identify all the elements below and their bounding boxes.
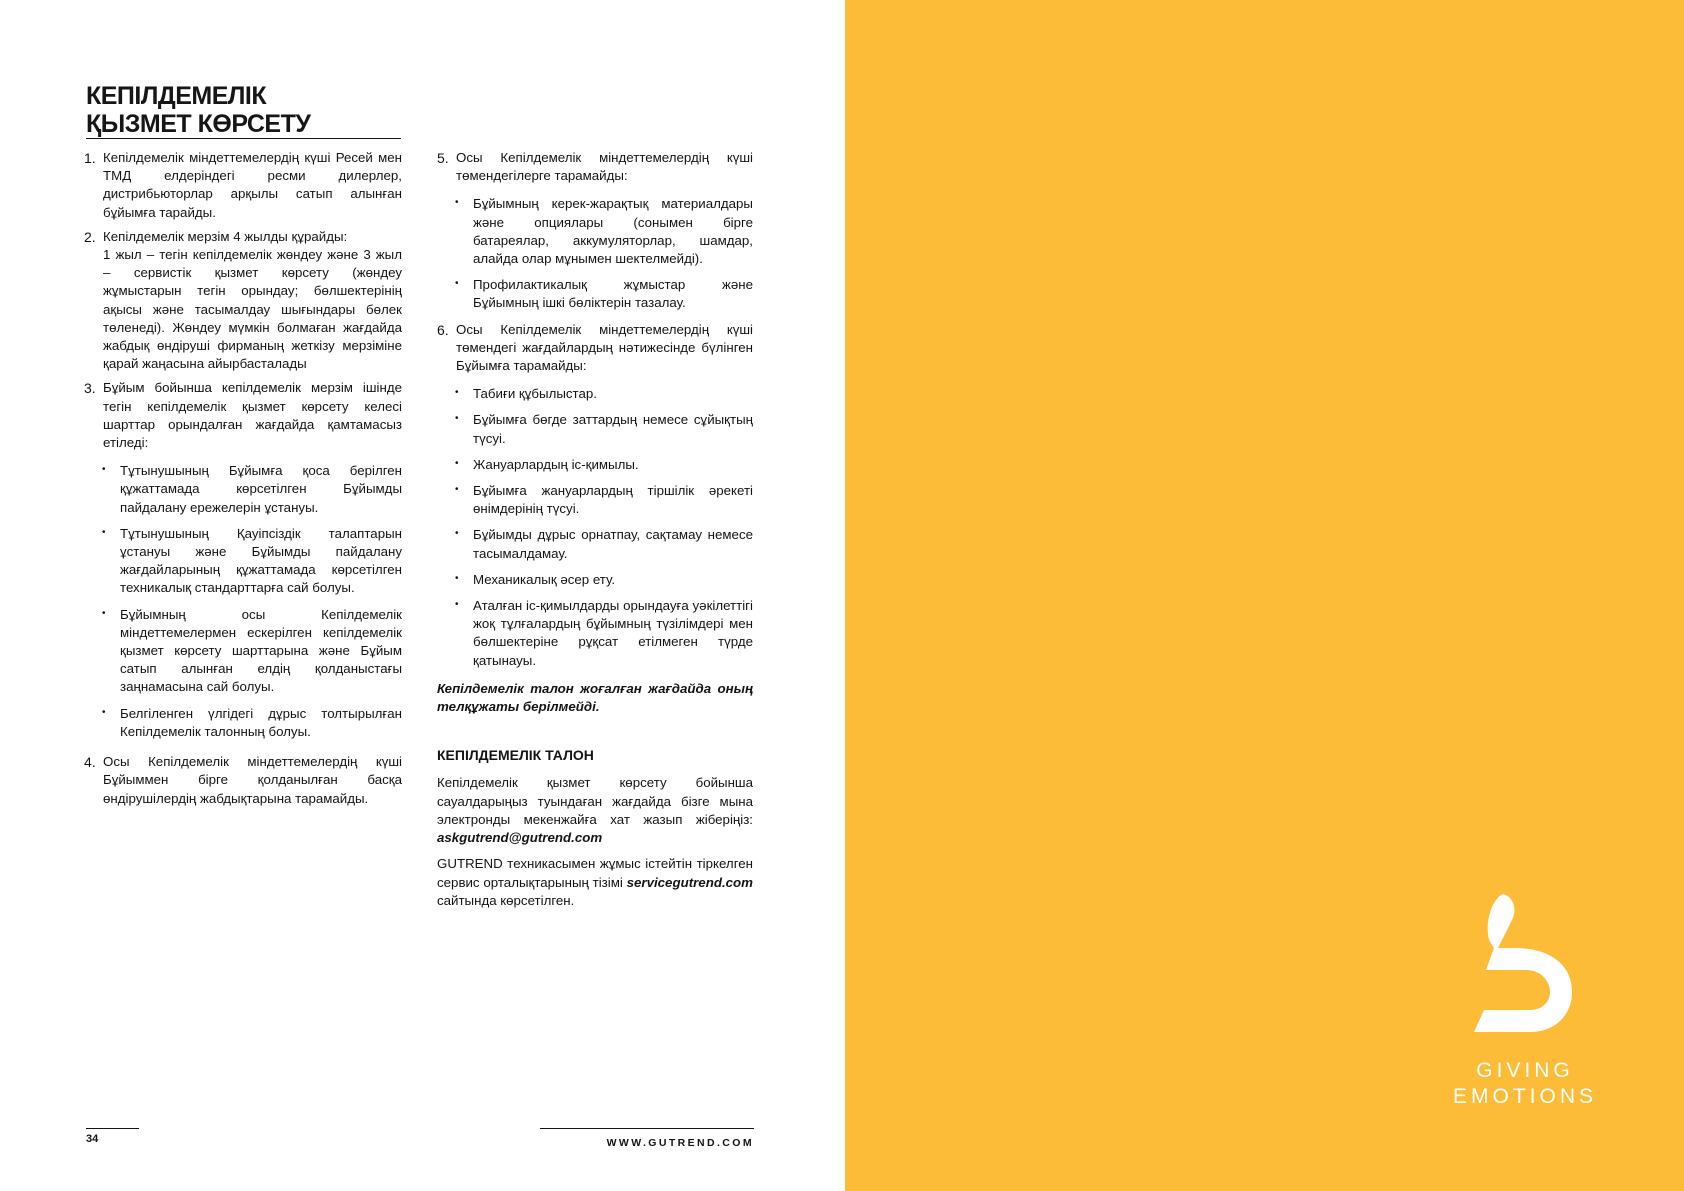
item-number: 5. (437, 150, 449, 166)
bullet-item: • Механикалық әсер ету. (455, 571, 753, 589)
title-divider (86, 138, 401, 139)
tagline-line-2: EMOTIONS (1452, 1085, 1597, 1108)
bullet-icon: • (455, 278, 459, 290)
bullet-item: • Профилактикалық жұмыстар және Бұйымның ішкі бөліктерін тазалау. (455, 276, 753, 312)
bullet-item: • Бұйымға бөгде заттардың немесе сұйықтың түсуі. (455, 411, 753, 447)
item-text: Кепілдемелік міндеттемелердің күші Ресей мен ТМД елдеріндегі ресми дилерлер, дистрибьюторлар арқылы сатып алынған бұйымға тарайды. (103, 150, 402, 220)
list-item-2 (84, 228, 402, 374)
item-text: Бұйым бойынша кепілдемелік мерзім ішінде тегін кепілдемелік қызмет көрсету келесі шарттар орындалған жағдайда қамтамасыз етіледі: (103, 380, 402, 451)
service-site-link[interactable]: servicegutrend.com (626, 874, 753, 890)
bullet-icon: • (455, 599, 459, 611)
item-text: 1 жыл – тегін кепілдемелік жөндеу және 3 жыл – сервистік қызмет көрсету (жөндеу жұмыстарын тегін орындау; бөлшектерінің ақысы және тасымалдау шығындары бөлек төленеді). Жөндеу мүмкін болмаған жағдайда жабдық өндіруші фирманың жеткізу мерзіміне қарай жаңасына айырбасталады (103, 247, 402, 372)
bullet-item: • Тұтынушының Қауіпсіздік талаптарын ұстануы және Бұйымды пайдалану жағдайларының құжаттамада көрсетілген техникалық стандарттарға сай болуы. (102, 525, 402, 598)
title-line-2: ҚЫЗМЕТ КӨРСЕТУ (86, 110, 311, 138)
email-link[interactable]: askgutrend@gutrend.com (437, 830, 603, 846)
gutrend-logo-icon (1470, 890, 1580, 1040)
service-paragraph: GUTREND техникасымен жұмыс істейтін тіркелген сервис орталықтарының тізімі servicegutrend.com сайтында көрсетілген. (437, 856, 753, 908)
bullet-icon: • (455, 572, 459, 584)
title-line-1: КЕПІЛДЕМЕЛІК (86, 82, 267, 110)
lost-coupon-note: Кепілдемелік талон жоғалған жағдайда оның телқұжаты берілмейді. (437, 680, 753, 715)
item-number: 1. (84, 150, 96, 166)
tagline-line-1: GIVING (1476, 1059, 1574, 1082)
bullet-item: • Белгіленген үлгідегі дұрыс толтырылған Кепілдемелік талонның болуы. (102, 705, 402, 741)
bullet-item: • Жануарлардың іс-қимылы. (455, 456, 753, 474)
bullet-icon: • (102, 706, 106, 718)
bullet-icon: • (455, 197, 459, 209)
bullet-icon: • (455, 457, 459, 469)
bullet-icon: • (455, 413, 459, 425)
item-text: Осы Кепілдемелік міндеттемелердің күші төмендегі жағдайлардың нәтижесінде бүлінген Бұйымға тарамайды: (456, 321, 753, 374)
bullet-item: • Бұйымға жануарлардың тіршілік әрекеті өнімдерінің түсуі. (455, 482, 753, 518)
bullet-list (455, 385, 753, 670)
item-number: 4. (84, 754, 96, 771)
right-column (437, 149, 753, 918)
item-number: 6. (437, 321, 449, 338)
left-column (84, 149, 402, 814)
item-number: 3. (84, 380, 96, 397)
bullet-icon: • (102, 464, 106, 476)
page-title (86, 82, 401, 138)
bullet-item: • Тұтынушының Бұйымға қоса берілген құжаттамада көрсетілген Бұйымды пайдалану ережелерін ұстануы. (102, 462, 402, 517)
bullet-icon: • (455, 387, 459, 399)
bullet-list (455, 195, 753, 312)
item-text: Осы Кепілдемелік міндеттемелердің күші Бұйыммен бірге қолданылған басқа өндірушілердің жабдықтарына тарамайды. (103, 754, 402, 806)
item-text: Осы Кепілдемелік міндеттемелердің күші төмендегілерге тарамайды: (456, 150, 753, 184)
list-item-4 (84, 753, 402, 808)
bullet-item: • Бұйымның осы Кепілдемелік міндеттемелермен ескерілген кепілдемелік қызмет көрсету шарттарына және Бұйым сатып алынған елдің қолданыстағы заңнамасына сай болуы. (102, 606, 402, 697)
bullet-item: • Табиғи құбылыстар. (455, 385, 753, 403)
bullet-item: • Бұйымды дұрыс орнатпау, сақтамау немесе тасымалдамау. (455, 526, 753, 562)
bullet-icon: • (102, 607, 106, 619)
list-item-5 (437, 149, 753, 185)
list-item-1 (84, 149, 402, 222)
section-title: КЕПІЛДЕМЕЛІК ТАЛОН (437, 747, 594, 764)
page-number: 34 (86, 1128, 139, 1145)
list-item-3 (84, 379, 402, 452)
bullet-item: • Аталған іс-қимылдарды орындауға уәкілеттігі жоқ тұлғалардың бұйымның түзілімдері мен бөлшектеріне рұқсат етілмеген түрде қатынауы. (455, 597, 753, 670)
bullet-item: • Бұйымның керек-жарақтық материалдары және опциялары (сонымен бірге батареялар, аккумуляторлар, шамдар, алайда олар мұнымен шектелмейді). (455, 195, 753, 268)
item-text-lead: Кепілдемелік мерзім 4 жылды құрайды: (103, 228, 348, 244)
bullet-list (102, 462, 402, 741)
bullet-icon: • (455, 528, 459, 540)
website-footer[interactable]: WWW.GUTREND.COM (540, 1128, 754, 1149)
contact-paragraph: Кепілдемелік қызмет көрсету бойынша сауалдарыңыз туындаған жағдайда бізге мына электронды мекенжайға хат жазып жіберіңіз: askgutrend@gutrend.com (437, 775, 753, 846)
item-number: 2. (84, 228, 96, 245)
bullet-icon: • (455, 484, 459, 496)
list-item-6 (437, 321, 753, 376)
bullet-icon: • (102, 526, 106, 538)
brand-tagline (1440, 1058, 1610, 1110)
